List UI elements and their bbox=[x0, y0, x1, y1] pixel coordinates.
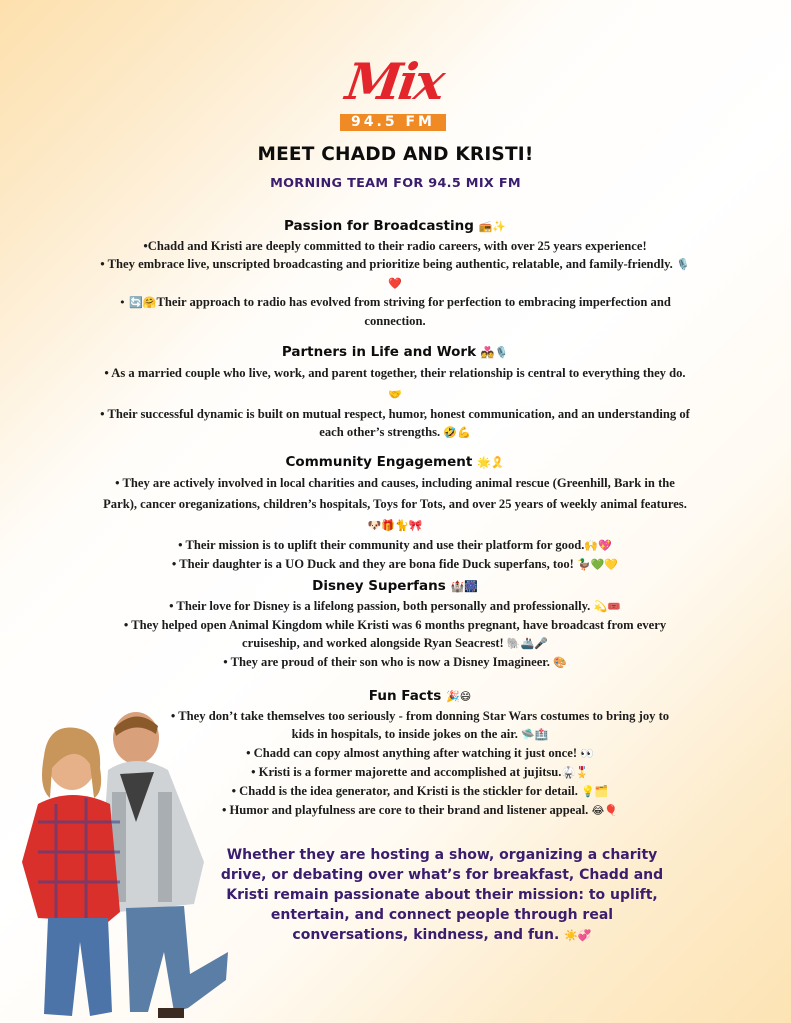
bullet-item: • Their love for Disney is a lifelong passion, both personally and professionally. 💫🎟️ bbox=[169, 599, 621, 613]
microphone-heart-icon: 🎙️❤️ bbox=[388, 258, 690, 290]
elephant-ship-microphone-icon: 🐘🚢🎤 bbox=[506, 637, 548, 650]
logo-frequency-band: 94.5 FM bbox=[340, 114, 446, 131]
bullet-item: • They don’t take themselves too seriously - from donning Star Wars costumes to bring joy to kids in hospitals, to inside jokes on the air. 🛸🏥 bbox=[170, 709, 670, 741]
star-ribbon-icon: 🌟🎗️ bbox=[477, 456, 505, 469]
dog-gift-cat-bow-icon: 🐶🎁🐈🎀 bbox=[367, 519, 423, 532]
bullet-item: • They helped open Animal Kingdom while Kristi was 6 months pregnant, have broadcast from every cruiseship, and worked alongside Ryan Seacrest! 🐘🚢🎤 bbox=[123, 618, 667, 650]
section-passion-for-broadcasting bbox=[100, 216, 690, 330]
bullet-item: • They are actively involved in local charities and causes, including animal rescue (Greenhill, Bark in the Park), cancer oreganizations, children’s hospitals, Toys for Tots, and over 25 years of weekly animal features. 🐶🎁🐈🎀 bbox=[103, 476, 687, 532]
martial-arts-medal-icon: 🥋🎖️ bbox=[561, 766, 589, 779]
bullet-item: • Their mission is to uplift their community and use their platform for good.🙌💖 bbox=[178, 538, 612, 552]
bullet-item: • As a married couple who live, work, and parent together, their relationship is central to everything they do. 🤝 bbox=[104, 366, 686, 401]
bullet-item: • Chadd can copy almost anything after watching it just once! 👀 bbox=[246, 746, 594, 760]
section-fun-facts bbox=[160, 686, 680, 820]
laughing-flex-icon: 🤣💪 bbox=[443, 426, 471, 439]
section-heading: Disney Superfans 🏰🎆 bbox=[312, 578, 478, 594]
lightbulb-folder-icon: 💡🗂️ bbox=[581, 785, 609, 798]
section-heading: Fun Facts 🎉😄 bbox=[368, 688, 472, 704]
sun-hearts-icon: ☀️💞 bbox=[564, 929, 592, 942]
page-title: MEET CHADD AND KRISTI! bbox=[257, 144, 534, 165]
dizzy-ticket-icon: 💫🎟️ bbox=[593, 600, 621, 613]
section-heading: Passion for Broadcasting 📻✨ bbox=[283, 218, 507, 234]
bullet-item: • They embrace live, unscripted broadcasting and prioritize being authentic, relatable, and family-friendly. 🎙️❤️ bbox=[100, 257, 690, 290]
mix-945-logo bbox=[338, 50, 450, 138]
chadd-figure bbox=[104, 712, 228, 1018]
radio-sparkles-icon: 📻✨ bbox=[478, 220, 507, 233]
section-disney-superfans bbox=[100, 576, 690, 672]
bullet-item: • They are proud of their son who is now a Disney Imagineer. 🎨 bbox=[223, 655, 567, 669]
section-heading: Partners in Life and Work 💑🎙️ bbox=[281, 344, 509, 360]
bullet-item: • 🔄🤗Their approach to radio has evolved from striving for perfection to embracing imperfection and connection. bbox=[119, 295, 671, 328]
raised-hands-heart-icon: 🙌💖 bbox=[584, 539, 612, 552]
handshake-icon: 🤝 bbox=[388, 388, 402, 401]
palette-icon: 🎨 bbox=[553, 656, 567, 669]
bullet-item: • Kristi is a former majorette and accomplished at jujitsu.🥋🎖️ bbox=[251, 765, 589, 779]
bullet-item: • Their daughter is a UO Duck and they are bona fide Duck superfans, too! 🦆💚💛 bbox=[171, 557, 619, 571]
castle-fireworks-icon: 🏰🎆 bbox=[450, 580, 478, 593]
bullet-item: • Chadd is the idea generator, and Kristi is the stickler for detail. 💡🗂️ bbox=[231, 784, 609, 798]
logo-wordmark: Mix bbox=[342, 52, 446, 111]
eyes-icon: 👀 bbox=[580, 747, 594, 760]
duck-hearts-icon: 🦆💚💛 bbox=[577, 558, 619, 571]
section-heading: Community Engagement 🌟🎗️ bbox=[285, 454, 505, 470]
closing-statement: Whether they are hosting a show, organizing a charity drive, or debating over what’s for breakfast, Chadd and Kristi remain passionate about their mission: to uplift, entertain, and connect people through real conversations, kindness, and fun. ☀️💞 bbox=[220, 847, 664, 943]
bullet-item: •Chadd and Kristi are deeply committed to their radio careers, with over 25 years experience! bbox=[143, 239, 647, 253]
bullet-item: • Their successful dynamic is built on mutual respect, humor, honest communication, and an understanding of each other’s strengths. 🤣💪 bbox=[100, 407, 690, 439]
section-community-engagement bbox=[100, 452, 690, 574]
kristi-figure bbox=[22, 728, 120, 1016]
hosts-photo bbox=[8, 712, 236, 1023]
laughing-balloon-icon: 😂🎈 bbox=[591, 804, 619, 817]
couple-microphone-icon: 💑🎙️ bbox=[480, 346, 509, 359]
arrows-hug-icon: • 🔄🤗 bbox=[119, 296, 157, 309]
page-subtitle: MORNING TEAM FOR 94.5 MIX FM bbox=[270, 176, 521, 191]
bullet-item: • Humor and playfulness are core to their brand and listener appeal. 😂🎈 bbox=[221, 803, 619, 817]
section-partners-in-life-and-work bbox=[100, 342, 690, 442]
ufo-hospital-icon: 🛸🏥 bbox=[521, 728, 549, 741]
party-smile-icon: 🎉😄 bbox=[446, 690, 472, 703]
